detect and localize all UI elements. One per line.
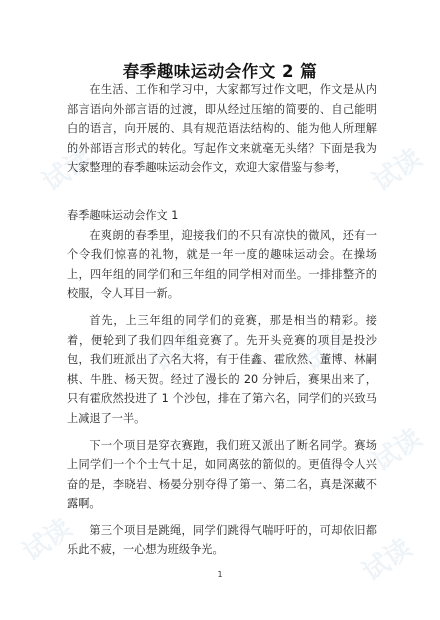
watermark: 试读 [147, 323, 208, 378]
body-paragraph: 下一个项目是穿衣赛跑，我们班又派出了断名同学。赛场上同学们一个个士气十足，如同离弦的箭似的。更值得令人兴奋的是，李晓岩、杨晏分别夺得了第一、第二名，真是深藏不露啊。 [67, 438, 377, 511]
watermark: 试读 [367, 143, 428, 198]
body-paragraph: 首先，上三年组的同学们的竞赛，那是相当的精彩。接着，便轮到了我们四年组竞赛了。先开头竞赛的项目是投沙包，我们班派出了六名大将，有于佳鑫、霍欣然、董博、林嗣棋、牛胜、杨天贺。经过了漫长的 20 分钟后，赛果出来了，只有霍欣然投进了 1 个沙包，排在了第六名，同学们的兴致马上减退了一半。 [67, 313, 377, 425]
watermark: 试读 [297, 323, 358, 378]
intro-paragraph: 在生活、工作和学习中，大家都写过作文吧，作文是从内部言语向外部言语的过渡，即从经过压缩的简要的、自己能明白的语言，向开展的、具有规范语法结构的、能为他人所理解的外部语言形式的转化。写起作文来就毫无头绪？下面是我为大家整理的春季趣味运动会作文，欢迎大家借鉴与参考， [67, 83, 377, 175]
watermark: 试读 [37, 143, 98, 198]
page-number: 1 [217, 570, 223, 579]
document-body [67, 80, 377, 560]
body-paragraph: 第三个项目是跳绳，同学们跳得气喘吁吁的，可却依旧都乐此不疲，一心想为班级争光。 [67, 523, 377, 557]
watermark: 试读 [367, 423, 428, 478]
body-paragraph: 在爽朗的春季里，迎接我们的不只有凉快的微风，还有一个令我们惊喜的礼物，就是一年一度的趣味运动会。在操场上，四年组的同学们和三年组的同学相对而坐。一排排整齐的校服，令人耳目一新。 [67, 228, 377, 301]
watermark: 试读 [17, 513, 78, 568]
section-heading: 春季趣味运动会作文 1 [67, 208, 179, 222]
watermark: 试读 [357, 533, 418, 588]
page-title: 春季趣味运动会作文 2 篇 [122, 62, 318, 81]
